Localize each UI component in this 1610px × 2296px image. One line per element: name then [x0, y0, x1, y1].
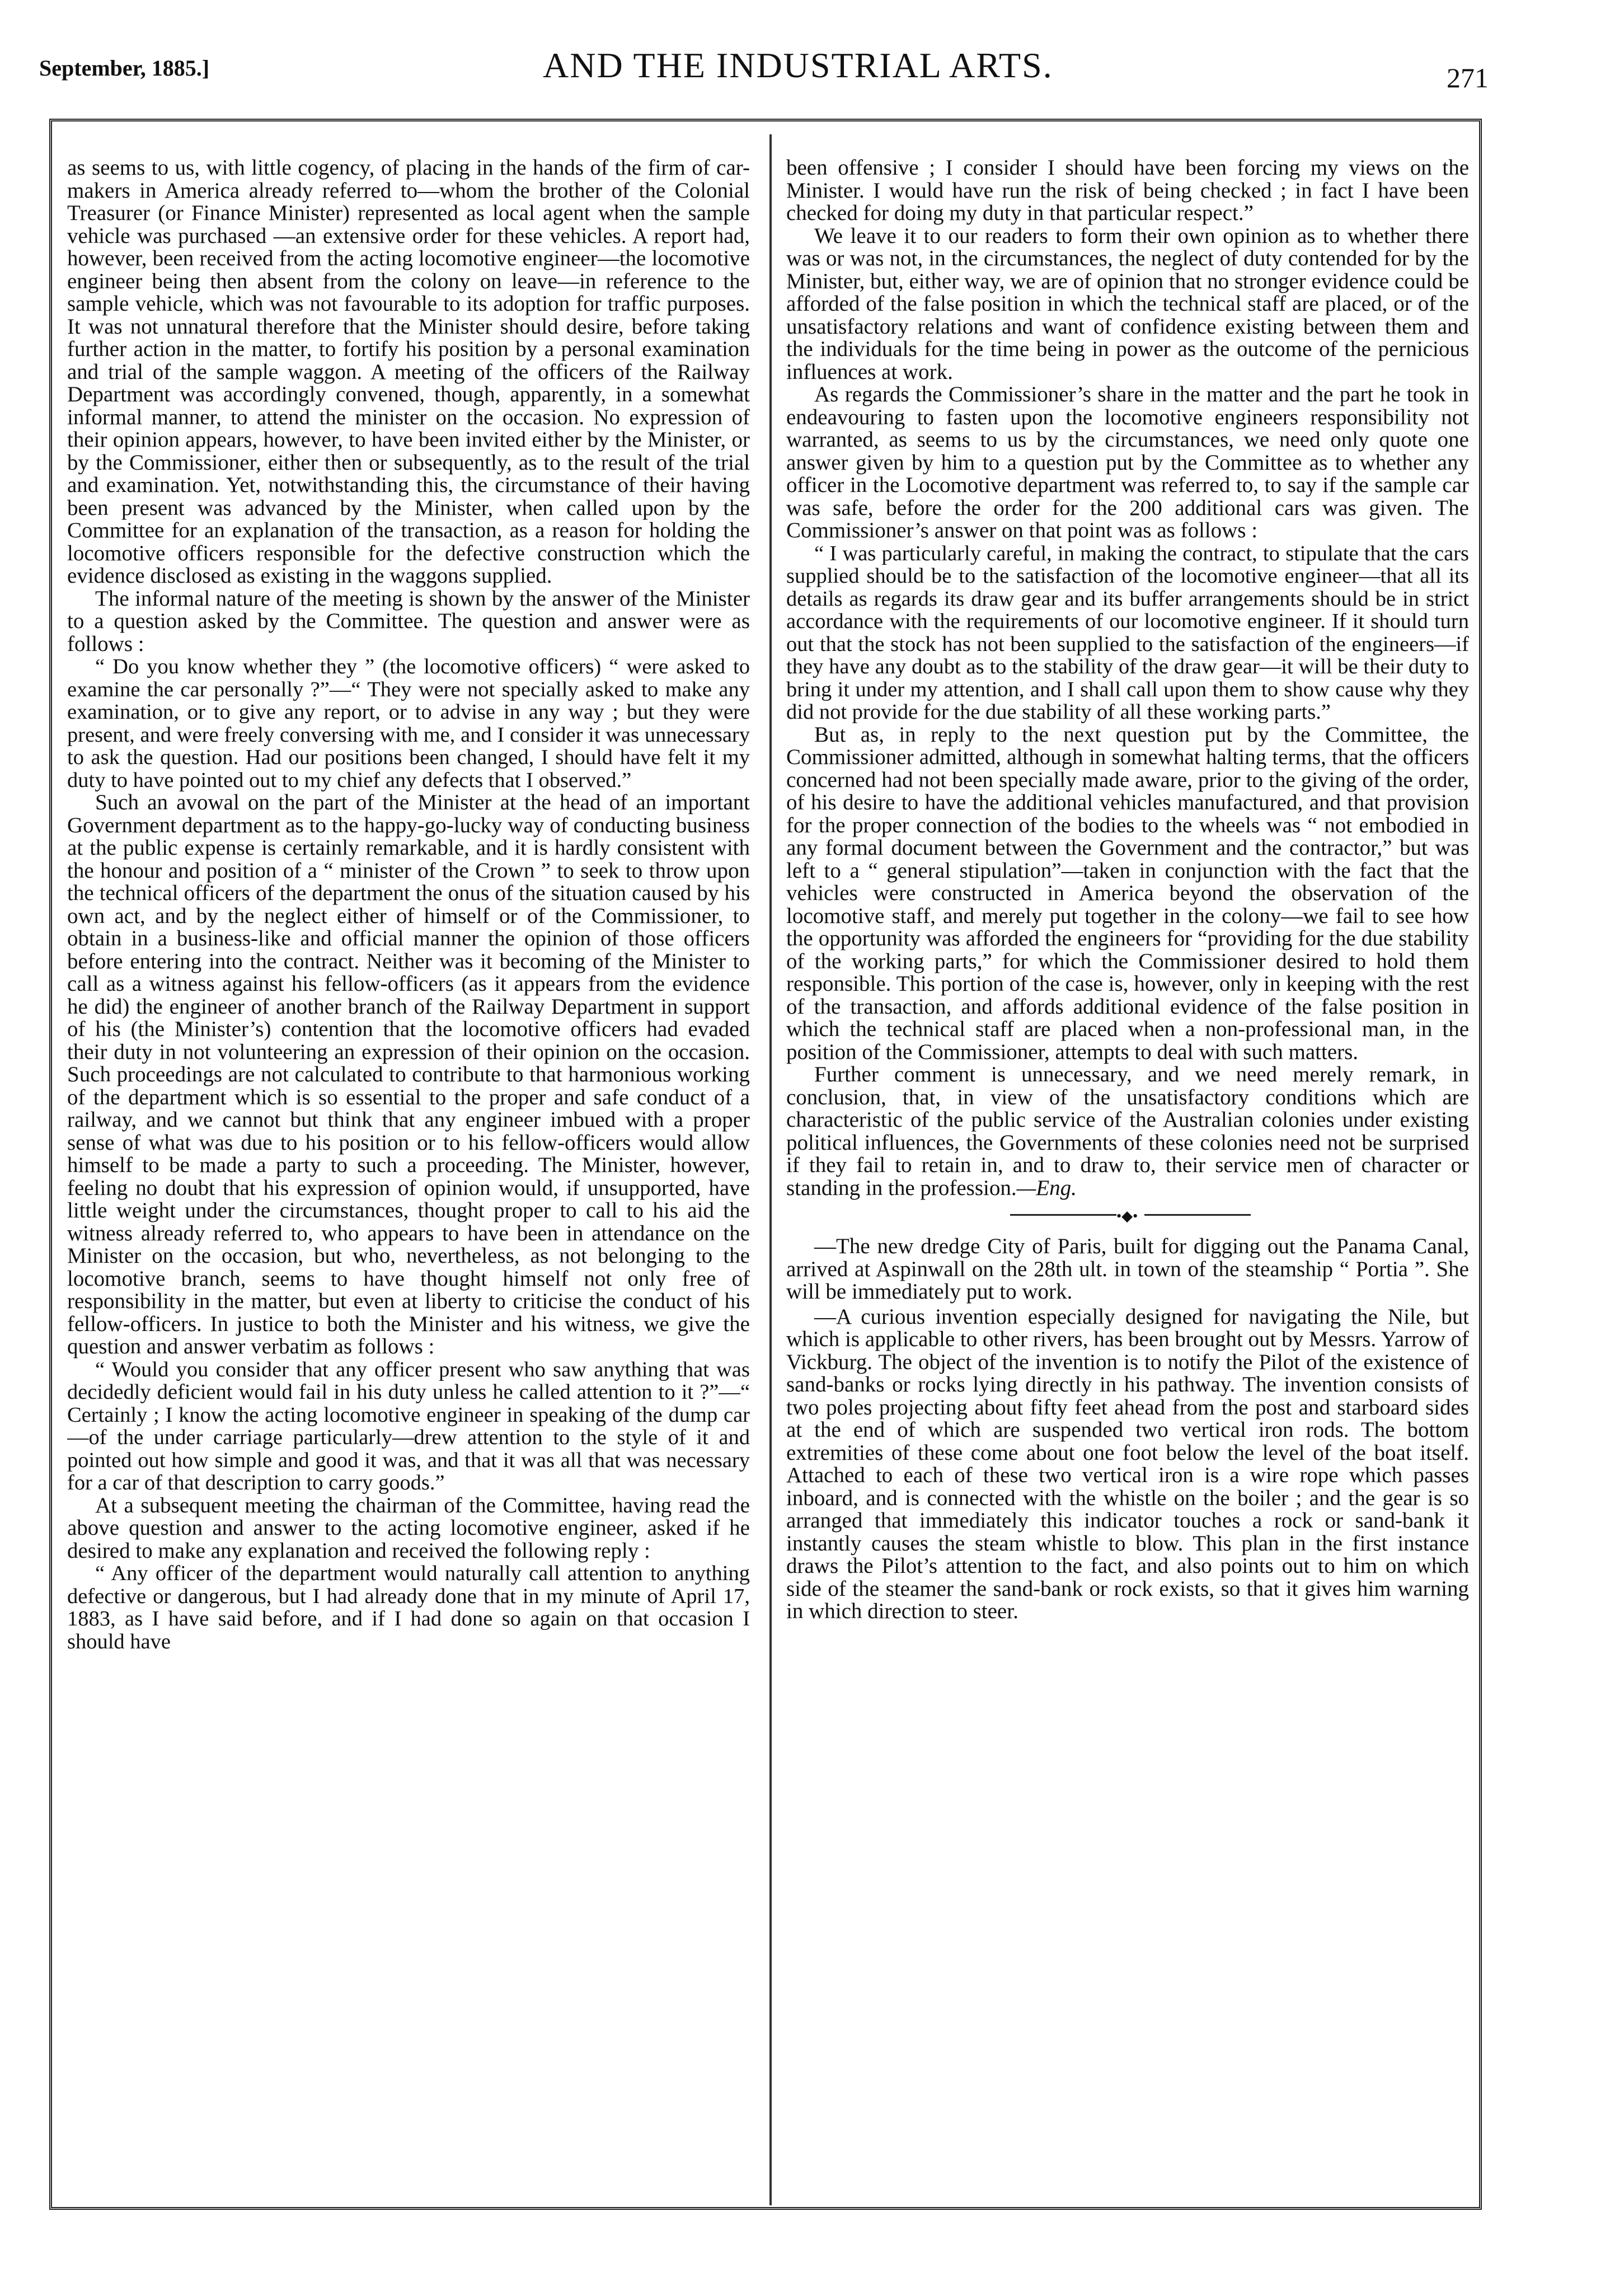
right-column — [786, 157, 1469, 2194]
quotation-continued: been offensive ; I consider I should have been forcing my views on the Minister. I would have run the risk of being checked ; in fact I have been checked for doing my duty in that particular respect.” — [786, 157, 1469, 225]
closing-text: Further comment is unnecessary, and we need merely remark, in conclusion, that, in view of the unsatisfactory conditions which are characteristic of the public service of the Australian colonies under existing political influences, the Governments of these colonies need not be surprised if they fail to retain in, and to draw to, their service men of character or standing in the profession. — [786, 1062, 1469, 1200]
quotation: “ Do you know whether they ” (the locomotive officers) “ were asked to examine the car personally ?”—“ They were not specially asked to make any examination, or to give any report, or to advise in any way ; but they were present, and were freely conversing with me, and I consider it was unnecessary to ask the question. Had our positions been changed, I should have felt it my duty to have pointed out to my chief any defects that I observed.” — [67, 655, 750, 792]
ornament-icon: •◆• — [1116, 1208, 1138, 1224]
paragraph — [786, 1063, 1469, 1199]
paragraph: as seems to us, with little cogency, of placing in the hands of the firm of car-makers in America already referred to—whom the brother of the Colonial Treasurer (or Finance Minister) represented as local agent when the sample vehicle was purchased —an extensive order for these vehicles. A report had, however, been received from the acting locomotive engineer—the locomotive engineer being then absent from the colony on leave—in reference to the sample vehicle, which was not favourable to its adoption for traffic purposes. It was not unnatural therefore that the Minister should desire, before taking further action in the matter, to fortify his position by a personal examination and trial of the sample waggon. A meeting of the officers of the Railway Department was accordingly convened, though, apparently, in a somewhat informal manner, to attend the minister on the occasion. No expression of their opinion appears, however, to have been invited either by the Minister, or by the Commissioner, either then or subsequently, as to the result of the trial and examination. Yet, notwithstanding this, the circumstance of their having been present was advanced by the Minister, when called upon by the Committee for an explanation of the transaction, as a reason for holding the locomotive officers responsible for the defective construction which the evidence disclosed as existing in the waggons supplied. — [67, 157, 750, 588]
news-note: —The new dredge City of Paris, built for digging out the Panama Canal, arrived at Aspinwall on the 28th ult. in town of the steamship “ Portia ”. She will be immediately put to work. — [786, 1234, 1469, 1304]
paragraph: The informal nature of the meeting is shown by the answer of the Minister to a question asked by the Committee. The question and answer were as follows : — [67, 586, 750, 656]
paragraph: But as, in reply to the next question put by the Committee, the Commissioner admitted, although in somewhat halting terms, that the officers concerned had not been specially made aware, prior to the giving of the order, of his desire to have the additional vehicles manufactured, and that provision for the proper connection of the bodies to the wheels was “ not embodied in any formal document between the Government and the contractor,” but was left to a “ general stipulation”—taken in conjunction with the fact that the vehicles were constructed in America beyond the observation of the locomotive staff, and merely put together in the colony—we fail to see how the opportunity was afforded the engineers for “providing for the due stability of the working parts,” for which the Commissioner desired to hold them responsible. This portion of the case is, however, only in keeping with the rest of the transaction, and affords additional evidence of the false position in which the technical staff are placed when a non-professional man, in the position of the Commissioner, attempts to deal with such matters. — [786, 722, 1469, 1064]
journal-title: AND THE INDUSTRIAL ARTS. — [543, 45, 1053, 85]
page-number: 271 — [1447, 62, 1489, 93]
paragraph: As regards the Commissioner’s share in the matter and the part he took in endeavouring to fasten upon the locomotive engineers responsibility not warranted, as seems to us by the circumstances, we need only quote one answer given by him to a question put by the Committee as to whether any officer in the Locomotive department was referred to, to say if the sample car was safe, before the order for the 200 additional cars was given. The Commissioner’s answer on that point was as follows : — [786, 382, 1469, 542]
column-divider — [769, 134, 772, 2205]
running-head — [39, 39, 1489, 123]
source-signature: —Eng. — [1016, 1175, 1077, 1200]
paragraph: We leave it to our readers to form their own opinion as to whether there was or was not, in the circumstances, the neglect of duty contended for by the Minister, but, either way, we are of opinion that no stronger evidence could be afforded of the false position in which the technical staff are placed, or of the unsatisfactory relations and want of confidence existing between them and the individuals for the time being in power as the outcome of the pernicious influences at work. — [786, 223, 1469, 384]
quotation: “ Would you consider that any officer present who saw anything that was decidedly deficient would fail in his duty unless he called attention to it ?”—“ Certainly ; I know the acting locomotive engineer in speaking of the dump car—of the under carriage particularly—drew attention to the style of it and pointed out how simple and good it was, and that it was all that was necessary for a car of that description to carry goods.” — [67, 1357, 750, 1494]
left-column — [67, 157, 750, 2194]
paragraph: At a subsequent meeting the chairman of the Committee, having read the above question and answer to the acting locomotive engineer, asked if he desired to make any explanation and received the following reply : — [67, 1493, 750, 1563]
paragraph: Such an avowal on the part of the Minister at the head of an important Government department as to the happy-go-lucky way of conducting business at the public expense is certainly remarkable, and it is hardly consistent with the honour and position of a “ minister of the Crown ” to seek to throw upon the technical officers of the department the onus of the situation caused by his own act, and by the neglect either of himself or of the Commissioner, to obtain in a business-like and official manner the opinion of those officers before entering into the contract. Neither was it becoming of the Minister to call as a witness against his fellow-officers (as it appears from the evidence he did) the engineer of another branch of the Railway Department in support of his (the Minister’s) contention that the locomotive officers had evaded their duty in not volunteering an expression of their opinion on the occasion. Such proceedings are not calculated to contribute to that harmonious working of the department which is so essential to the proper and safe conduct of a railway, and we cannot but think that any engineer imbued with a proper sense of what was due to his position or to his fellow-officers would allow himself to be made a party to such a proceeding. The Minister, however, feeling no doubt that his expression of opinion would, if unsupported, have little weight under the circumstances, thought proper to call to his aid the witness already referred to, who appears to have been in attendance on the Minister on the occasion, but who, nevertheless, as not belonging to the locomotive branch, seems to have thought himself not only free of responsibility in the matter, but even at liberty to criticise the conduct of his fellow-officers. In justice to both the Minister and his witness, we give the question and answer verbatim as follows : — [67, 790, 750, 1358]
quotation: “ I was particularly careful, in making the contract, to stipulate that the cars supplied should be to the satisfaction of the locomotive engineer—that all its details as regards its draw gear and its buffer arrangements should be in strict accordance with the requirements of our locomotive engineer. If it should turn out that the stock has not been supplied to the satisfaction of the engineers—if they have any doubt as to the stability of the draw gear—it will be their duty to bring it under my attention, and I shall call upon them to show cause why they did not provide for the due stability of all these working parts.” — [786, 541, 1469, 724]
news-note: —A curious invention especially designed for navigating the Nile, but which is applicable to other rivers, has been brought out by Messrs. Yarrow of Vickburg. The object of the invention is to notify the Pilot of the existence of sand-banks or rocks lying directly in his pathway. The invention consists of two poles projecting about fifty feet ahead from the post and starboard sides at the end of which are suspended two vertical iron rods. The bottom extremities of these come about one foot below the level of the boat itself. Attached to each of these two vertical iron is a wire rope which passes inboard, and is connected with the whistle on the boiler ; and the gear is so arranged that immediately this indicator touches a rock or sand-bank it instantly causes the steam whistle to blow. This plan in the first instance draws the Pilot’s attention to the fact, and also points out to him on which side of the steamer the sand-bank or rock exists, so that it gives him warning in which direction to steer. — [786, 1304, 1469, 1623]
issue-date: September, 1885.] — [39, 55, 210, 81]
quotation: “ Any officer of the department would naturally call attention to anything defective or dangerous, but I had already done that in my minute of April 17, 1883, as I have said before, and if I had done so again on that occasion I should have — [67, 1562, 750, 1653]
section-separator — [786, 1208, 1469, 1224]
